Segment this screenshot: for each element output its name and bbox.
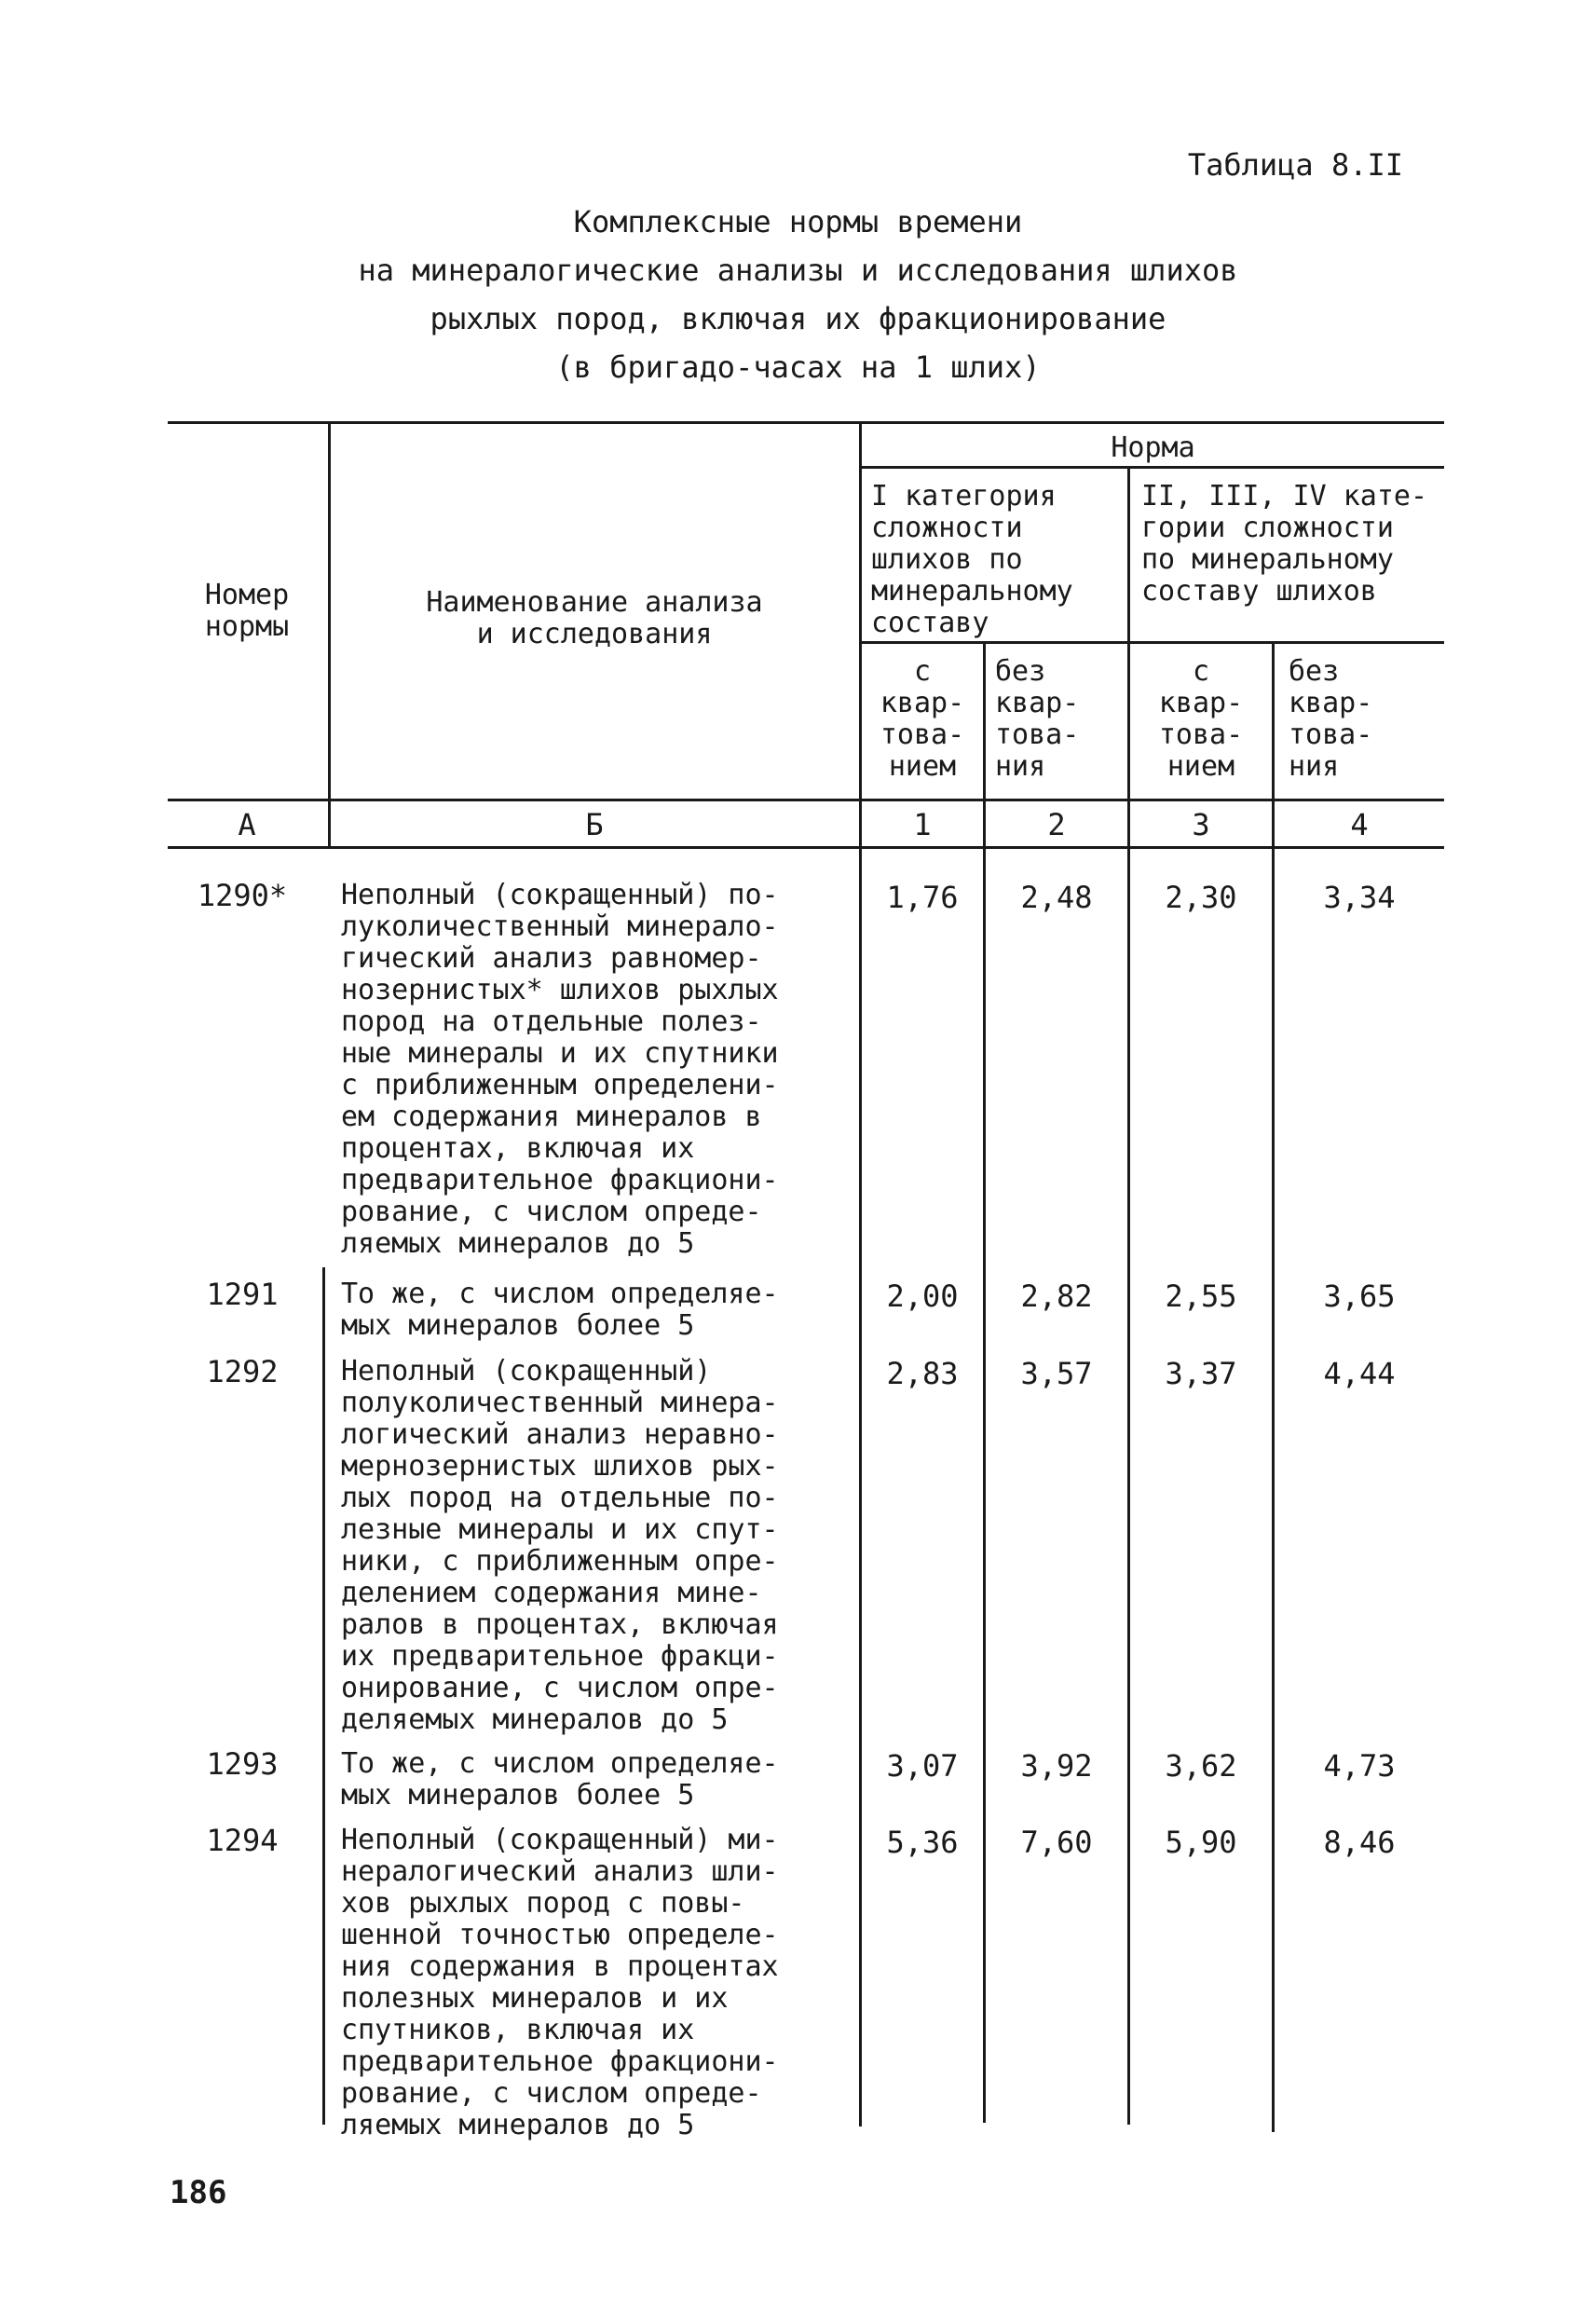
row-description: Неполный (сокращенный) полуколичественный минера- логический анализ неравно- мернозернистых шлихов рых- лых пород на отдельные по- лезные минералы и их спут- ники, с приближенным опре- делением содержания мине- ралов в процентах, включая их предварительное фракци- онирование, с числом опре- деляемых минералов до 5: [341, 1355, 779, 1736]
title-line: рыхлых пород, включая их фракционирование: [430, 301, 1166, 336]
value-col-1: 1,76: [886, 880, 959, 915]
value-col-4: 8,46: [1323, 1825, 1396, 1860]
header-with-quartering: с квар- това- нием: [880, 655, 965, 783]
column-number: 2: [1047, 807, 1066, 842]
col-divider-code: [328, 421, 331, 846]
col-divider-code-body: [322, 1267, 325, 2125]
value-col-1: 2,00: [886, 1279, 959, 1314]
value-col-2: 3,57: [1020, 1356, 1093, 1391]
value-col-3: 2,30: [1165, 880, 1237, 915]
value-col-3: 5,90: [1165, 1825, 1237, 1860]
norm-rule: [862, 466, 1444, 469]
table-top-rule: [168, 421, 1444, 424]
table-title: [0, 198, 1596, 391]
norm-code: 1294: [206, 1823, 279, 1858]
value-col-3: 3,37: [1165, 1356, 1237, 1391]
table-label: Таблица 8.II: [1187, 147, 1403, 183]
category-rule: [862, 641, 1444, 644]
value-col-3: 2,55: [1165, 1279, 1237, 1314]
norm-code: 1293: [206, 1746, 279, 1782]
title-line: (в бригадо-часах на 1 шлих): [555, 349, 1041, 385]
value-col-4: 3,65: [1323, 1279, 1396, 1314]
row-description: Неполный (сокращенный) ми- нералогический анализ шли- хов рыхлых пород с повы- шенной точностью определе- ния содержания в процентах полезных минералов и их спутников, включая их предварительное фракциони- рование, с числом опреде- ляемых минералов до 5: [341, 1824, 779, 2141]
header-code: Номер нормы: [204, 579, 290, 643]
value-col-4: 3,34: [1323, 880, 1396, 915]
title-line: на минералогические анализы и исследования шлихов: [358, 253, 1238, 288]
value-col-2: 3,92: [1020, 1748, 1093, 1784]
row-description: То же, с числом определяе- мых минералов более 5: [341, 1747, 779, 1812]
header-without-quartering: без квар- това- ния: [1289, 655, 1373, 783]
header-name: Наименование анализа и исследования: [426, 586, 763, 650]
norm-code: 1290*: [197, 878, 288, 913]
page-number: 186: [170, 2174, 227, 2211]
value-col-1: 5,36: [886, 1825, 959, 1860]
column-number: Б: [585, 807, 604, 842]
value-col-2: 2,82: [1020, 1279, 1093, 1314]
column-number: 3: [1192, 807, 1210, 842]
row-description: Неполный (сокращенный) по- луколичественный минерало- гический анализ равномер- нозернистых* шлихов рыхлых пород на отдельные полез- ные минералы и их спутники с приближенным определени- ем содержания минералов в процентах, включая их предварительное фракциони- рование, с числом опреде- ляемых минералов до 5: [341, 879, 779, 1260]
norm-code: 1291: [206, 1277, 279, 1312]
header-category-1: I категория сложности шлихов по минеральному составу: [871, 480, 1073, 639]
value-col-2: 2,48: [1020, 880, 1093, 915]
value-col-2: 7,60: [1020, 1825, 1093, 1860]
value-col-1: 2,83: [886, 1356, 959, 1391]
header-without-quartering: без квар- това- ния: [995, 655, 1080, 783]
header-bottom-rule: [168, 799, 1444, 801]
value-col-4: 4,44: [1323, 1356, 1396, 1391]
column-number: 1: [913, 807, 932, 842]
value-col-3: 3,62: [1165, 1748, 1237, 1784]
title-line: Комплексные нормы времени: [573, 204, 1023, 239]
norm-code: 1292: [206, 1354, 279, 1389]
header-category-2-4: II, III, IV кате- гории сложности по минеральному составу шлихов: [1141, 480, 1428, 608]
row-description: То же, с числом определяе- мых минералов более 5: [341, 1278, 779, 1342]
value-col-4: 4,73: [1323, 1748, 1396, 1784]
column-number: 4: [1350, 807, 1369, 842]
header-norm: Норма: [1111, 431, 1195, 464]
column-number-rule: [168, 846, 1444, 849]
value-col-1: 3,07: [886, 1748, 959, 1784]
column-number: А: [238, 807, 256, 842]
header-with-quartering: с квар- това- нием: [1158, 655, 1244, 783]
